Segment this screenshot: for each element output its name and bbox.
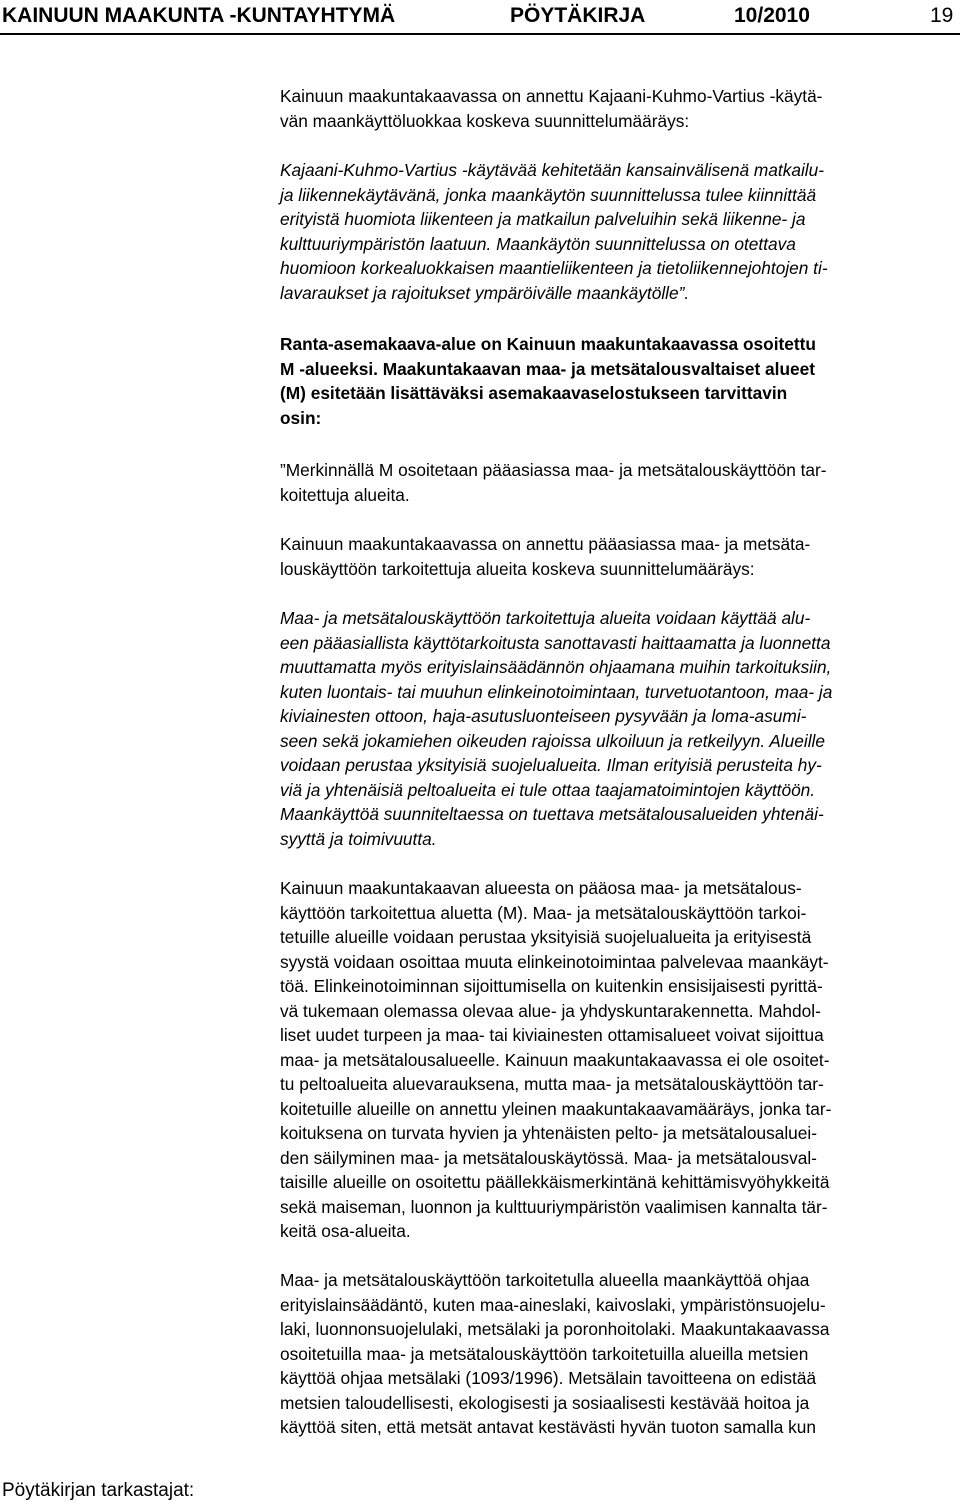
document-number: 10/2010 [734,4,810,27]
paragraph-maakuntakaavan-alue: Kainuun maakuntakaavan alueesta on pääosa maa- ja metsätalous- käyttöön tarkoitettua aluetta (M). Maa- ja metsätalouskäyttöön tarkoi- tetuille alueille voidaan perustaa yksityisiä suojelualueita ja erityisestä syystä voidaan osoittaa muuta elinkeinotoimintaa palvelevaa maankäyt- töä. Elinkeinotoiminnan sijoittumisella on kuitenkin ensisijaisesti pyrittä- vä tukemaan olemassa olevaa alue- ja yhdyskuntarakennetta. Mahdol- liset uudet turpeen ja maa- tai kiviainesten ottamisalueet voivat sijoittua maa- ja metsätalousalueelle. Kainuun maakuntakaavassa ei ole osoitet- tu peltoalueita aluevarauksena, mutta maa- ja metsätalouskäyttöön tar- koitetuille alueille on annettu yleinen maakuntakaavamääräys, jonka tar- koituksena on turvata hyvien ja yhtenäisten pelto- ja metsätalousaluei- den säilyminen maa- ja metsätalouskäytössä. Maa- ja metsätalousval- taisille alueille on osoitettu päällekkäismerkintänä kehittämisvyöhykkeitä sekä maiseman, luonnon ja kulttuuriympäristön vaalimisen kannalta tär- keitä osa-alueita. [280,878,832,1241]
quote-maa-ja-metsatalous: Maa- ja metsätalouskäyttöön tarkoitettuja alueita voidaan käyttää alu- een pääasiallista käyttötarkoitusta sanottavasti haittaamatta ja luonnetta muuttamatta myös erityislainsäädännön ohjaamana muihin tarkoituksiin, kuten luontais- tai muuhun elinkeinotoimintaan, turvetuotantoon, maa- ja kiviainesten ottoon, haja-asutusluonteiseen pysyvään ja loma-asumi- seen sekä jokamiehen oikeuden rajoissa ulkoiluun ja retkeilyyn. Alueille voidaan perustaa yksityisiä suojelualueita. Ilman erityisiä perusteita hy- viä ja yhtenäisiä peltoalueita ei tule ottaa taajamatoimintojen käyttöön. Maankäyttöä suunniteltaessa on tuettava metsätalousalueiden yhtenäi- syyttä ja toimivuutta. [280,608,833,849]
page-header [0,0,960,32]
header-divider [0,33,960,35]
page-number: 19 [930,4,954,27]
quote-kajaani-kuhmo-vartius: Kajaani-Kuhmo-Vartius -käytävää kehitetään kansainvälisenä matkailu- ja liikennekäytävänä, jonka maankäytön suunnittelussa tulee kiinnittää erityistä huomiota liikenteen ja matkailun palveluihin sekä liikenne- ja kulttuuriympäristön laatuun. Maankäytön suunnittelussa on otettava huomioon korkealuokkaisen maantieliikenteen ja tietoliikennejohtojen ti- lavaraukset ja rajoitukset ympäröivälle maankäytölle”. [280,160,828,303]
reviewers-label: Pöytäkirjan tarkastajat: [2,1480,195,1501]
paragraph-erityislainsaadanto: Maa- ja metsätalouskäyttöön tarkoitetulla alueella maankäyttöä ohjaa erityislainsäädäntö, kuten maa-aineslaki, kaivoslaki, ympäristönsuojelu- laki, luonnonsuojelulaki, metsälaki ja poronhoitolaki. Maakuntakaavassa osoitetuilla maa- ja metsätalouskäyttöön tarkoitetuilla alueilla metsien käyttöä ohjaa metsälaki (1093/1996). Metsälain tavoitteena on edistää metsien taloudellisesti, ekologisesti ja sosiaalisesti kestävää hoitoa ja käyttöä siten, että metsät antavat kestävästi hyvän tuoton samalla kun [280,1270,830,1437]
paragraph-ranta-asemakaava: Ranta-asemakaava-alue on Kainuun maakuntakaavassa osoitettu M -alueeksi. Maakuntakaavan maa- ja metsätalousvaltaiset alueet (M) esitetään lisättäväksi asemakaavaselostukseen tarvittavin osin: [280,334,816,428]
document-type: PÖYTÄKIRJA [510,4,646,27]
paragraph-suunnittelumaarays: Kainuun maakuntakaavassa on annettu pääasiassa maa- ja metsäta- louskäyttöön tarkoitettuja alueita koskeva suunnittelumääräys: [280,534,811,579]
organization-name: KAINUUN MAAKUNTA -KUNTAYHTYMÄ [2,4,396,27]
paragraph-merkinta-m: ”Merkinnällä M osoitetaan pääasiassa maa- ja metsätalouskäyttöön tar- koitettuja alueita. [280,460,827,505]
paragraph-intro-kajaani: Kainuun maakuntakaavassa on annettu Kajaani-Kuhmo-Vartius -käytä- vän maankäyttöluokkaa koskeva suunnittelumääräys: [280,86,823,131]
